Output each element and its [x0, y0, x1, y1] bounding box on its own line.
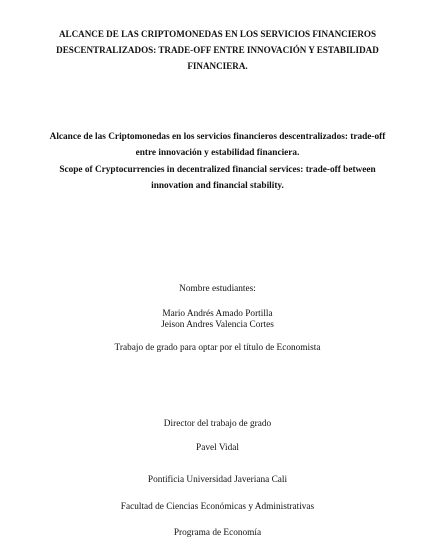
- degree-text: Trabajo de grado para optar por el título de Economista: [114, 343, 321, 353]
- subtitle-es-line-2: entre innovación y estabilidad financiera.: [135, 148, 300, 158]
- title-line-3: FINANCIERA.: [187, 61, 248, 71]
- program-name: Programa de Economía: [173, 528, 262, 538]
- title-line-1: ALCANCE DE LAS CRIPTOMONEDAS EN LOS SERVICIOS FINANCIEROS: [58, 29, 377, 39]
- subtitle-es-line-1: Alcance de las Criptomonedas en los servicios financieros descentralizados: trade-off: [49, 132, 386, 142]
- title-line-2: DESCENTRALIZADOS: TRADE-OFF ENTRE INNOVACIÓN Y ESTABILIDAD: [56, 45, 379, 55]
- subtitle-en-line-2: innovation and financial stability.: [151, 181, 284, 191]
- director-label: Director del trabajo de grado: [163, 419, 272, 429]
- subtitle-en-line-1: Scope of Cryptocurrencies in decentralized financial services: trade-off between: [59, 165, 376, 175]
- faculty-name: Facultad de Ciencias Económicas y Administrativas: [120, 502, 315, 512]
- students-label: Nombre estudiantes:: [179, 284, 256, 294]
- student-name-2: Jeison Andres Valencia Cortes: [161, 320, 274, 330]
- university-name: Pontificia Universidad Javeriana Cali: [147, 475, 288, 485]
- director-name: Pavel Vidal: [196, 443, 239, 453]
- student-name-1: Mario Andrés Amado Portilla: [162, 309, 273, 319]
